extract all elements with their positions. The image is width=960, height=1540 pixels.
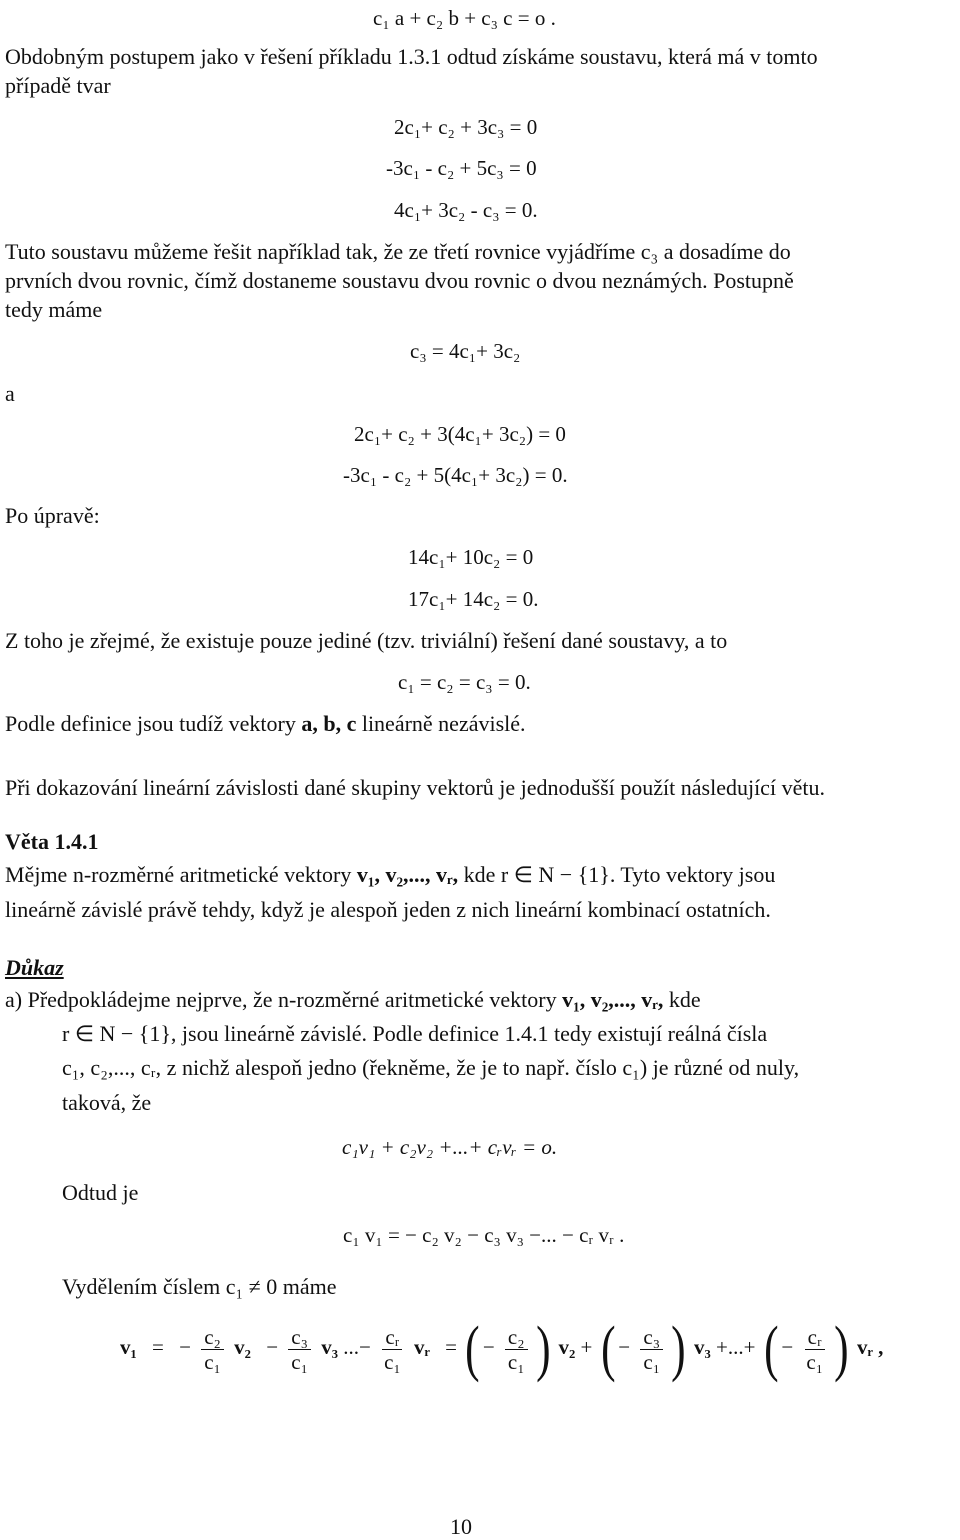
fraction-denominator: c₁ [384,1349,401,1374]
fraction-numerator: c₃ [640,1325,663,1350]
paragraph-2-line-1: Tuto soustavu můžeme řešit například tak, že ze třetí rovnice vyjádříme c₃ a dosadíme do [5,239,791,264]
final-v2: v₂ [234,1334,251,1359]
proof-heading: Důkaz [5,955,64,980]
reduced-equation-1: 14c₁+ 10c₂ = 0 [408,545,534,569]
fraction-cr-c1 [381,1325,404,1374]
proof-a-text: a) Předpokládejme nejprve, že n-rozměrné aritmetické vektory [5,987,563,1012]
theorem-title: Věta 1.4.1 [5,829,99,854]
proof-a-line-4: taková, že [62,1090,152,1115]
final-vr: vᵣ [413,1334,430,1359]
final-dots-plus: +...+ [715,1334,756,1359]
final-equals: = [152,1334,164,1359]
final-minus-2: − [266,1334,279,1359]
fraction-numerator: c₃ [288,1325,311,1350]
left-paren: ( [600,1315,616,1383]
final-minus-5: − [781,1334,794,1359]
fraction-c2-c1-b [505,1325,528,1374]
reduced-equation-2: 17c₁+ 14c₂ = 0. [408,587,539,611]
system-equation-2: -3c₁ - c₂ + 5c₃ = 0 [386,156,537,180]
final-equals-2: = [445,1334,457,1359]
fraction-c3-c1-b [640,1325,663,1374]
fraction-numerator: cᵣ [805,1325,825,1350]
fraction-c3-c1 [288,1325,311,1374]
theorem-line-1 [5,862,775,888]
fraction-denominator: c₁ [806,1349,824,1374]
label-vydelenim: Vydělením číslem c₁ ≠ 0 máme [62,1274,337,1299]
fraction-denominator: c₁ [507,1349,525,1374]
fraction-numerator: c₂ [201,1325,224,1350]
proof-a-line-2: r ∈ N − {1}, jsou lineárně závislé. Podle definice 1.4.1 tedy existují reálná čísla [62,1021,768,1046]
label-odtud: Odtud je [62,1180,139,1205]
right-paren: ) [671,1315,686,1383]
final-minus-1: − [179,1334,191,1359]
label-a: a [5,381,15,406]
final-minus-3: − [482,1334,495,1359]
paragraph-2-line-3: tedy máme [5,297,103,322]
proof-a-line-1 [5,987,701,1013]
vectors-abc: a, b, c [301,711,357,736]
theorem-vectors: v₁, v₂,..., vᵣ, [356,862,459,887]
right-paren: ) [535,1315,551,1383]
final-vr-end: vᵣ , [856,1334,884,1359]
paragraph-1-line-1: Obdobným postupem jako v řešení příkladu 1.3.1 odtud získáme soustavu, která má v tomto [5,44,818,69]
fraction-numerator: c₂ [505,1325,528,1350]
substituted-equation-1: 2c₁+ c₂ + 3(4c₁+ 3c₂) = 0 [354,422,566,446]
final-dots-minus: ...− [343,1334,371,1359]
paragraph-5: Při dokazování lineární závislosti dané skupiny vektorů je jednodušší použít následující větu. [5,775,825,800]
paragraph-4 [5,711,526,737]
theorem-text: Mějme n-rozměrné aritmetické vektory [5,862,357,887]
proof-a-line-3: c₁, c₂,..., cᵣ, z nichž alespoň jedno (řekněme, že je to např. číslo c₁) je různé od nuly, [62,1055,800,1080]
paragraph-4-text: Podle definice jsou tudíž vektory [5,711,302,736]
paragraph-4-end: lineárně nezávislé. [356,711,526,736]
page-number: 10 [450,1514,472,1539]
paragraph-2-line-2: prvních dvou rovnic, čímž dostaneme soustavu dvou rovnic o dvou neznámých. Postupně [5,268,794,293]
linear-combination-equation: c₁v₁ + c₂v₂ +...+ cᵣvᵣ = o. [342,1135,558,1159]
fraction-c2-c1 [201,1325,224,1374]
paragraph-3: Z toho je zřejmé, že existuje pouze jediné (tzv. triviální) řešení dané soustavy, a to [5,628,728,653]
final-v3: v₃ [321,1334,338,1359]
left-paren: ( [465,1315,480,1383]
fraction-denominator: c₁ [204,1349,221,1374]
fraction-numerator: cᵣ [382,1325,402,1350]
fraction-denominator: c₁ [643,1349,661,1374]
final-v1: v₁ [120,1334,137,1359]
left-paren: ( [763,1315,779,1383]
theorem-line-2: lineárně závislé právě tehdy, když je alespoň jeden z nich lineární kombinací ostatních. [5,897,771,922]
substituted-equation-2: -3c₁ - c₂ + 5(4c₁+ 3c₂) = 0. [343,463,568,487]
isolated-equation: c₁ v₁ = − c₂ v₂ − c₃ v₃ −... − cᵣ vᵣ . [343,1223,625,1247]
theorem-text-end: kde r ∈ N − {1}. Tyto vektory jsou [458,862,776,887]
label-po-uprave: Po úpravě: [5,503,100,528]
final-equation [120,1315,884,1383]
fraction-cr-c1-b [803,1325,826,1374]
paragraph-1-line-2: případě tvar [5,73,111,98]
system-equation-3: 4c₁+ 3c₂ - c₃ = 0. [394,198,538,222]
fraction-denominator: c₁ [291,1349,308,1374]
proof-a-text-end: kde [663,987,701,1012]
final-minus-4: − [618,1334,631,1359]
right-paren: ) [834,1315,849,1383]
trivial-solution: c₁ = c₂ = c₃ = 0. [398,670,531,694]
c3-expression: c₃ = 4c₁+ 3c₂ [410,339,521,363]
final-v3-b: v₃ [693,1334,711,1359]
final-plus: + [580,1334,593,1359]
top-equation: c₁ a + c₂ b + c₃ c = o . [373,6,556,30]
final-v2-b: v₂ [558,1334,576,1359]
proof-a-vectors: v₁, v₂,..., vᵣ, [562,987,664,1012]
system-equation-1: 2c₁+ c₂ + 3c₃ = 0 [394,115,538,139]
